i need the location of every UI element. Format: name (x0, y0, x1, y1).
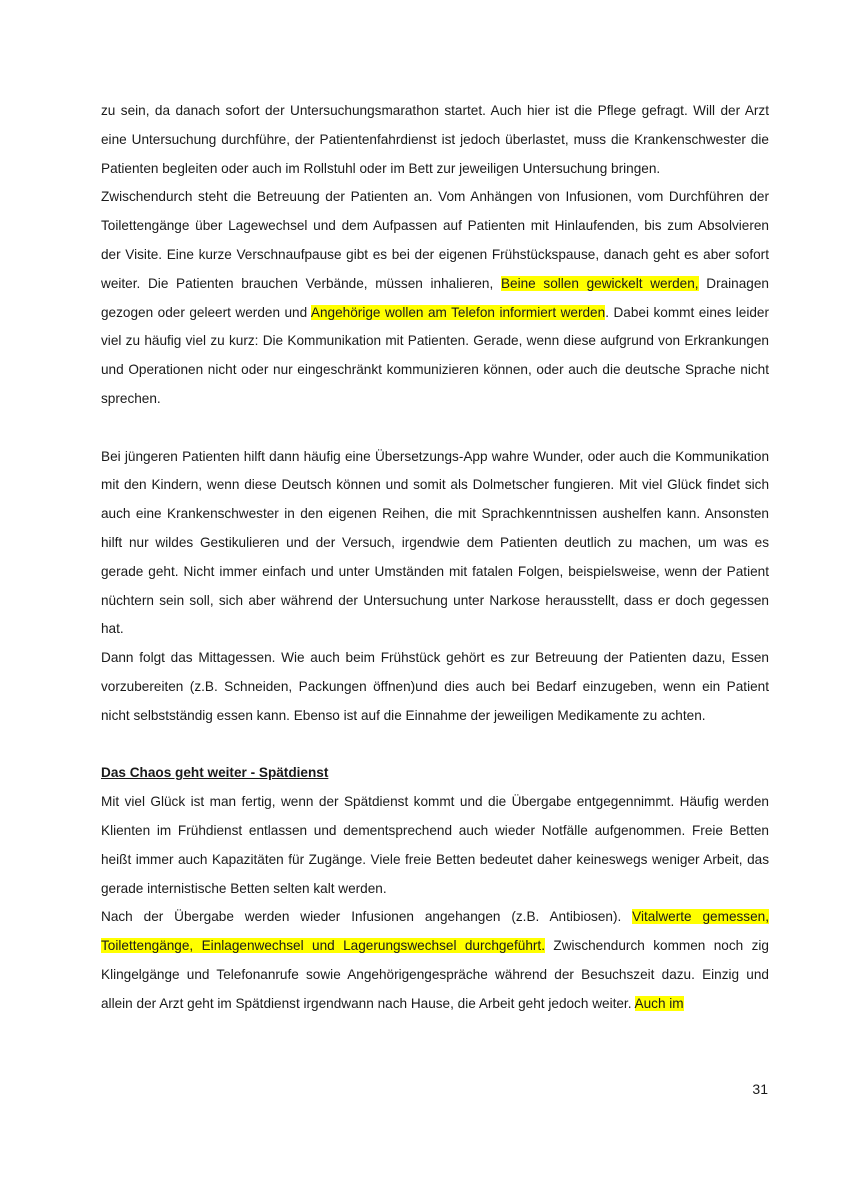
paragraph-spaetdienst: Mit viel Glück ist man fertig, wenn der Spätdienst kommt und die Übergabe entgegennimmt. Häufig werden Klienten im Frühdienst entlassen und dementsprechend auch wieder Notfälle aufgenommen. Freie Betten heißt immer auch Kapazitäten für Zugänge. Viele freie Betten bedeutet daher keineswegs weniger Arbeit, das gerade internistische Betten selten kalt werden. (101, 794, 769, 896)
highlighted-text: Vitalwerte gemessen, Toilettengänge, Einlagenwechsel und Lagerungswechsel durchgeführt. (101, 909, 769, 954)
paragraph-text: Nach der Übergabe werden wieder Infusionen angehangen (z.B. Antibiosen). (101, 909, 633, 925)
page-body (101, 97, 769, 1019)
paragraph-betreuung (101, 183, 769, 413)
paragraph-text: Zwischendurch kommen noch zig Klingelgänge und Telefonanrufe sowie Angehörigengespräche während der Besuchszeit dazu. Einzig und allein der Arzt geht im Spätdienst irgendwann nach Hause, die Arbeit geht jedoch weiter. (101, 938, 769, 1011)
paragraph-text: . Dabei kommt eines leider viel zu häufig viel zu kurz: Die Kommunikation mit Patienten. Gerade, wenn diese aufgrund von Erkrankungen und Operationen nicht oder nur eingeschränkt kommunizieren können, oder auch die deutsche Sprache nicht sprechen. (101, 304, 769, 406)
paragraph-text: Zwischendurch steht die Betreuung der Patienten an. Vom Anhängen von Infusionen, vom Durchführen der Toilettengänge über Lagewechsel und dem Aufpassen auf Patienten mit Hinlaufenden, bis zum Absolvieren der Visite. Eine kurze Verschnaufpause gibt es bei der eigenen Frühstückspause, danach geht es aber sofort weiter. Die Patienten brauchen Verbände, müssen inhalieren, (101, 189, 769, 291)
paragraph-kommunikation: Bei jüngeren Patienten hilft dann häufig eine Übersetzungs-App wahre Wunder, oder auch die Kommunikation mit den Kindern, wenn diese Deutsch können und somit als Dolmetscher fungieren. Mit viel Glück findet sich auch eine Krankenschwester in den eigenen Reihen, die mit Sprachkenntnissen aushelfen kann. Ansonsten hilft nur wildes Gestikulieren und der Versuch, irgendwie dem Patienten deutlich zu machen, um was es gerade geht. Nicht immer einfach und unter Umständen mit fatalen Folgen, beispielsweise, wenn der Patient nüchtern sein soll, sich aber während der Untersuchung unter Narkose herausstellt, dass er doch gegessen hat. (101, 448, 769, 637)
paragraph-mittagessen: Dann folgt das Mittagessen. Wie auch beim Frühstück gehört es zur Betreuung der Patienten dazu, Essen vorzubereiten (z.B. Schneiden, Packungen öffnen)und dies auch bei Bedarf einzugeben, wenn ein Patient nicht selbstständig essen kann. Ebenso ist auf die Einnahme der jeweiligen Medikamente zu achten. (101, 650, 769, 723)
paragraph-text: Drainagen gezogen oder geleert werden und (101, 275, 769, 320)
paragraph-uebergabe (101, 903, 769, 1018)
highlighted-text: Beine sollen gewickelt werden, (500, 275, 699, 291)
paragraph-untersuchung: zu sein, da danach sofort der Untersuchungsmarathon startet. Auch hier ist die Pflege gefragt. Will der Arzt eine Untersuchung durchführe, der Patientenfahrdienst ist jedoch überlastet, muss die Krankenschwester die Patienten begleiten oder auch im Rollstuhl oder im Bett zur jeweiligen Untersuchung bringen. (101, 103, 769, 176)
paragraph-spacer (101, 414, 769, 443)
page-number: 31 (752, 1081, 768, 1097)
highlighted-text: Angehörige wollen am Telefon informiert werden (310, 304, 606, 320)
paragraph-spacer (101, 731, 769, 760)
section-heading: Das Chaos geht weiter - Spätdienst (101, 765, 329, 781)
highlighted-text: Auch im (634, 995, 684, 1011)
